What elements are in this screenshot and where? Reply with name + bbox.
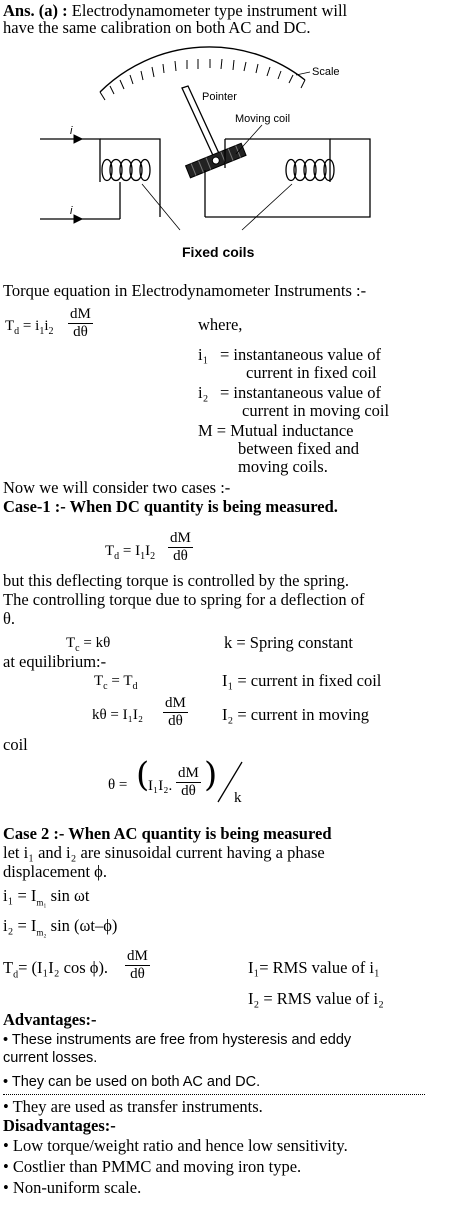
def-i1-var: i₁	[198, 345, 209, 364]
electrodynamometer-diagram	[30, 42, 430, 274]
coil-word: coil	[3, 735, 28, 754]
advantage-1-line-b: current losses.	[3, 1050, 98, 1066]
theta-bracket-open: (	[136, 755, 150, 795]
case1-heading: Case-1 :- When DC quantity is being measured.	[3, 497, 338, 516]
disadvantage-3: • Non-uniform scale.	[3, 1178, 142, 1197]
theta-k: k	[234, 790, 242, 806]
i1-definition: I₁ = current in fixed coil	[222, 671, 382, 690]
def-i2-line-b: current in moving coil	[242, 401, 390, 420]
scale-arc	[100, 47, 305, 92]
circuit-wires	[40, 139, 370, 219]
i2-rms: I₂ = RMS value of i₂	[248, 989, 384, 1008]
i2-equation: $i_2 = I_{m_2}$ sin (ωt–ϕ)	[3, 916, 118, 938]
current-label-top: i	[70, 125, 73, 137]
answer-text-1: Electrodynamometer type instrument will	[71, 1, 348, 20]
theta-fraction: $\frac{dM}{d\theta}$	[178, 765, 199, 799]
current-arrows	[74, 135, 82, 223]
def-m-line-c: moving coils.	[238, 457, 328, 476]
case1-para-1: but this deflecting torque is controlled by the spring.	[3, 571, 349, 590]
where-label: where,	[198, 315, 243, 334]
disadvantage-2: • Costlier than PMMC and moving iron type.	[3, 1157, 302, 1176]
i1-equation: $i_1 = I_{m_1}$ sin ωt	[3, 886, 90, 908]
def-m-line-b: between fixed and	[238, 439, 359, 458]
torque-heading: Torque equation in Electrodynamometer Instruments :-	[3, 281, 367, 300]
def-i1-line-a: = instantaneous value of	[220, 345, 381, 364]
td-ac-fraction: $\frac{dM}{d\theta}$	[127, 948, 148, 982]
theta-lhs: θ =	[108, 777, 128, 793]
case2-heading: Case 2 :- When AC quantity is being measured	[3, 824, 332, 843]
case2-para-1: let i₁ and i₂ are sinusoidal current having a phase	[3, 843, 325, 862]
answer-label: Ans. (a) :	[3, 1, 68, 20]
section-divider	[3, 1094, 425, 1095]
k-theta-equation: kθ = I₁I₂	[92, 707, 144, 723]
td-ac-equation: $T_d= (I_1I_2$ cos ϕ).	[3, 958, 109, 981]
scale-label: Scale	[312, 66, 340, 78]
def-i2-line-a: = instantaneous value of	[220, 383, 381, 402]
moving-coil-label: Moving coil	[235, 113, 291, 125]
k-theta-fraction: $\frac{dM}{d\theta}$	[165, 695, 186, 729]
case1-para-3: θ.	[3, 609, 16, 628]
advantage-3: • They are used as transfer instruments.	[3, 1097, 263, 1116]
tc-td-equation: $T_c = T_d$	[94, 673, 138, 692]
pointer-label: Pointer	[202, 91, 237, 103]
fixed-coils-label: Fixed coils	[182, 244, 255, 260]
theta-bracket-close: )	[204, 755, 218, 795]
cases-intro: Now we will consider two cases :-	[3, 478, 231, 497]
theta-inner: I₁I₂.	[148, 778, 173, 794]
fixed-coil-right	[286, 160, 334, 181]
tc-equation: $T_c = k\theta$	[66, 635, 111, 654]
advantage-1-line-a: • These instruments are free from hysteresis and eddy	[3, 1032, 352, 1048]
def-i1-line-b: current in fixed coil	[246, 363, 377, 382]
torque-fraction: $\frac{dM}{d\theta}$	[70, 306, 91, 340]
case2-para-2: displacement ϕ.	[3, 862, 107, 881]
advantages-heading: Advantages:-	[3, 1010, 97, 1029]
case1-para-2: The controlling torque due to spring for a deflection of	[3, 590, 365, 609]
disadvantages-heading: Disadvantages:-	[3, 1116, 116, 1135]
disadvantage-1: • Low torque/weight ratio and hence low sensitivity.	[3, 1136, 348, 1155]
torque-equation: $T_d = i_1i_2$	[5, 318, 54, 337]
i2-definition: I₂ = current in moving	[222, 705, 370, 724]
spring-constant: k = Spring constant	[224, 633, 353, 652]
def-m-line-a: M = Mutual inductance	[198, 421, 354, 440]
answer-line-2: have the same calibration on both AC and DC.	[3, 18, 311, 37]
i1-rms: I₁= RMS value of i₁	[248, 958, 380, 977]
case1-fraction: $\frac{dM}{d\theta}$	[170, 530, 191, 564]
current-label-bottom: i	[70, 205, 73, 217]
def-i2-var: i₂	[198, 383, 209, 402]
fixed-coil-left	[102, 160, 150, 181]
advantage-2: • They can be used on both AC and DC.	[3, 1074, 261, 1090]
case1-equation: $T_d = I_1I_2$	[105, 543, 156, 562]
equilibrium-label: at equilibrium:-	[3, 652, 107, 671]
